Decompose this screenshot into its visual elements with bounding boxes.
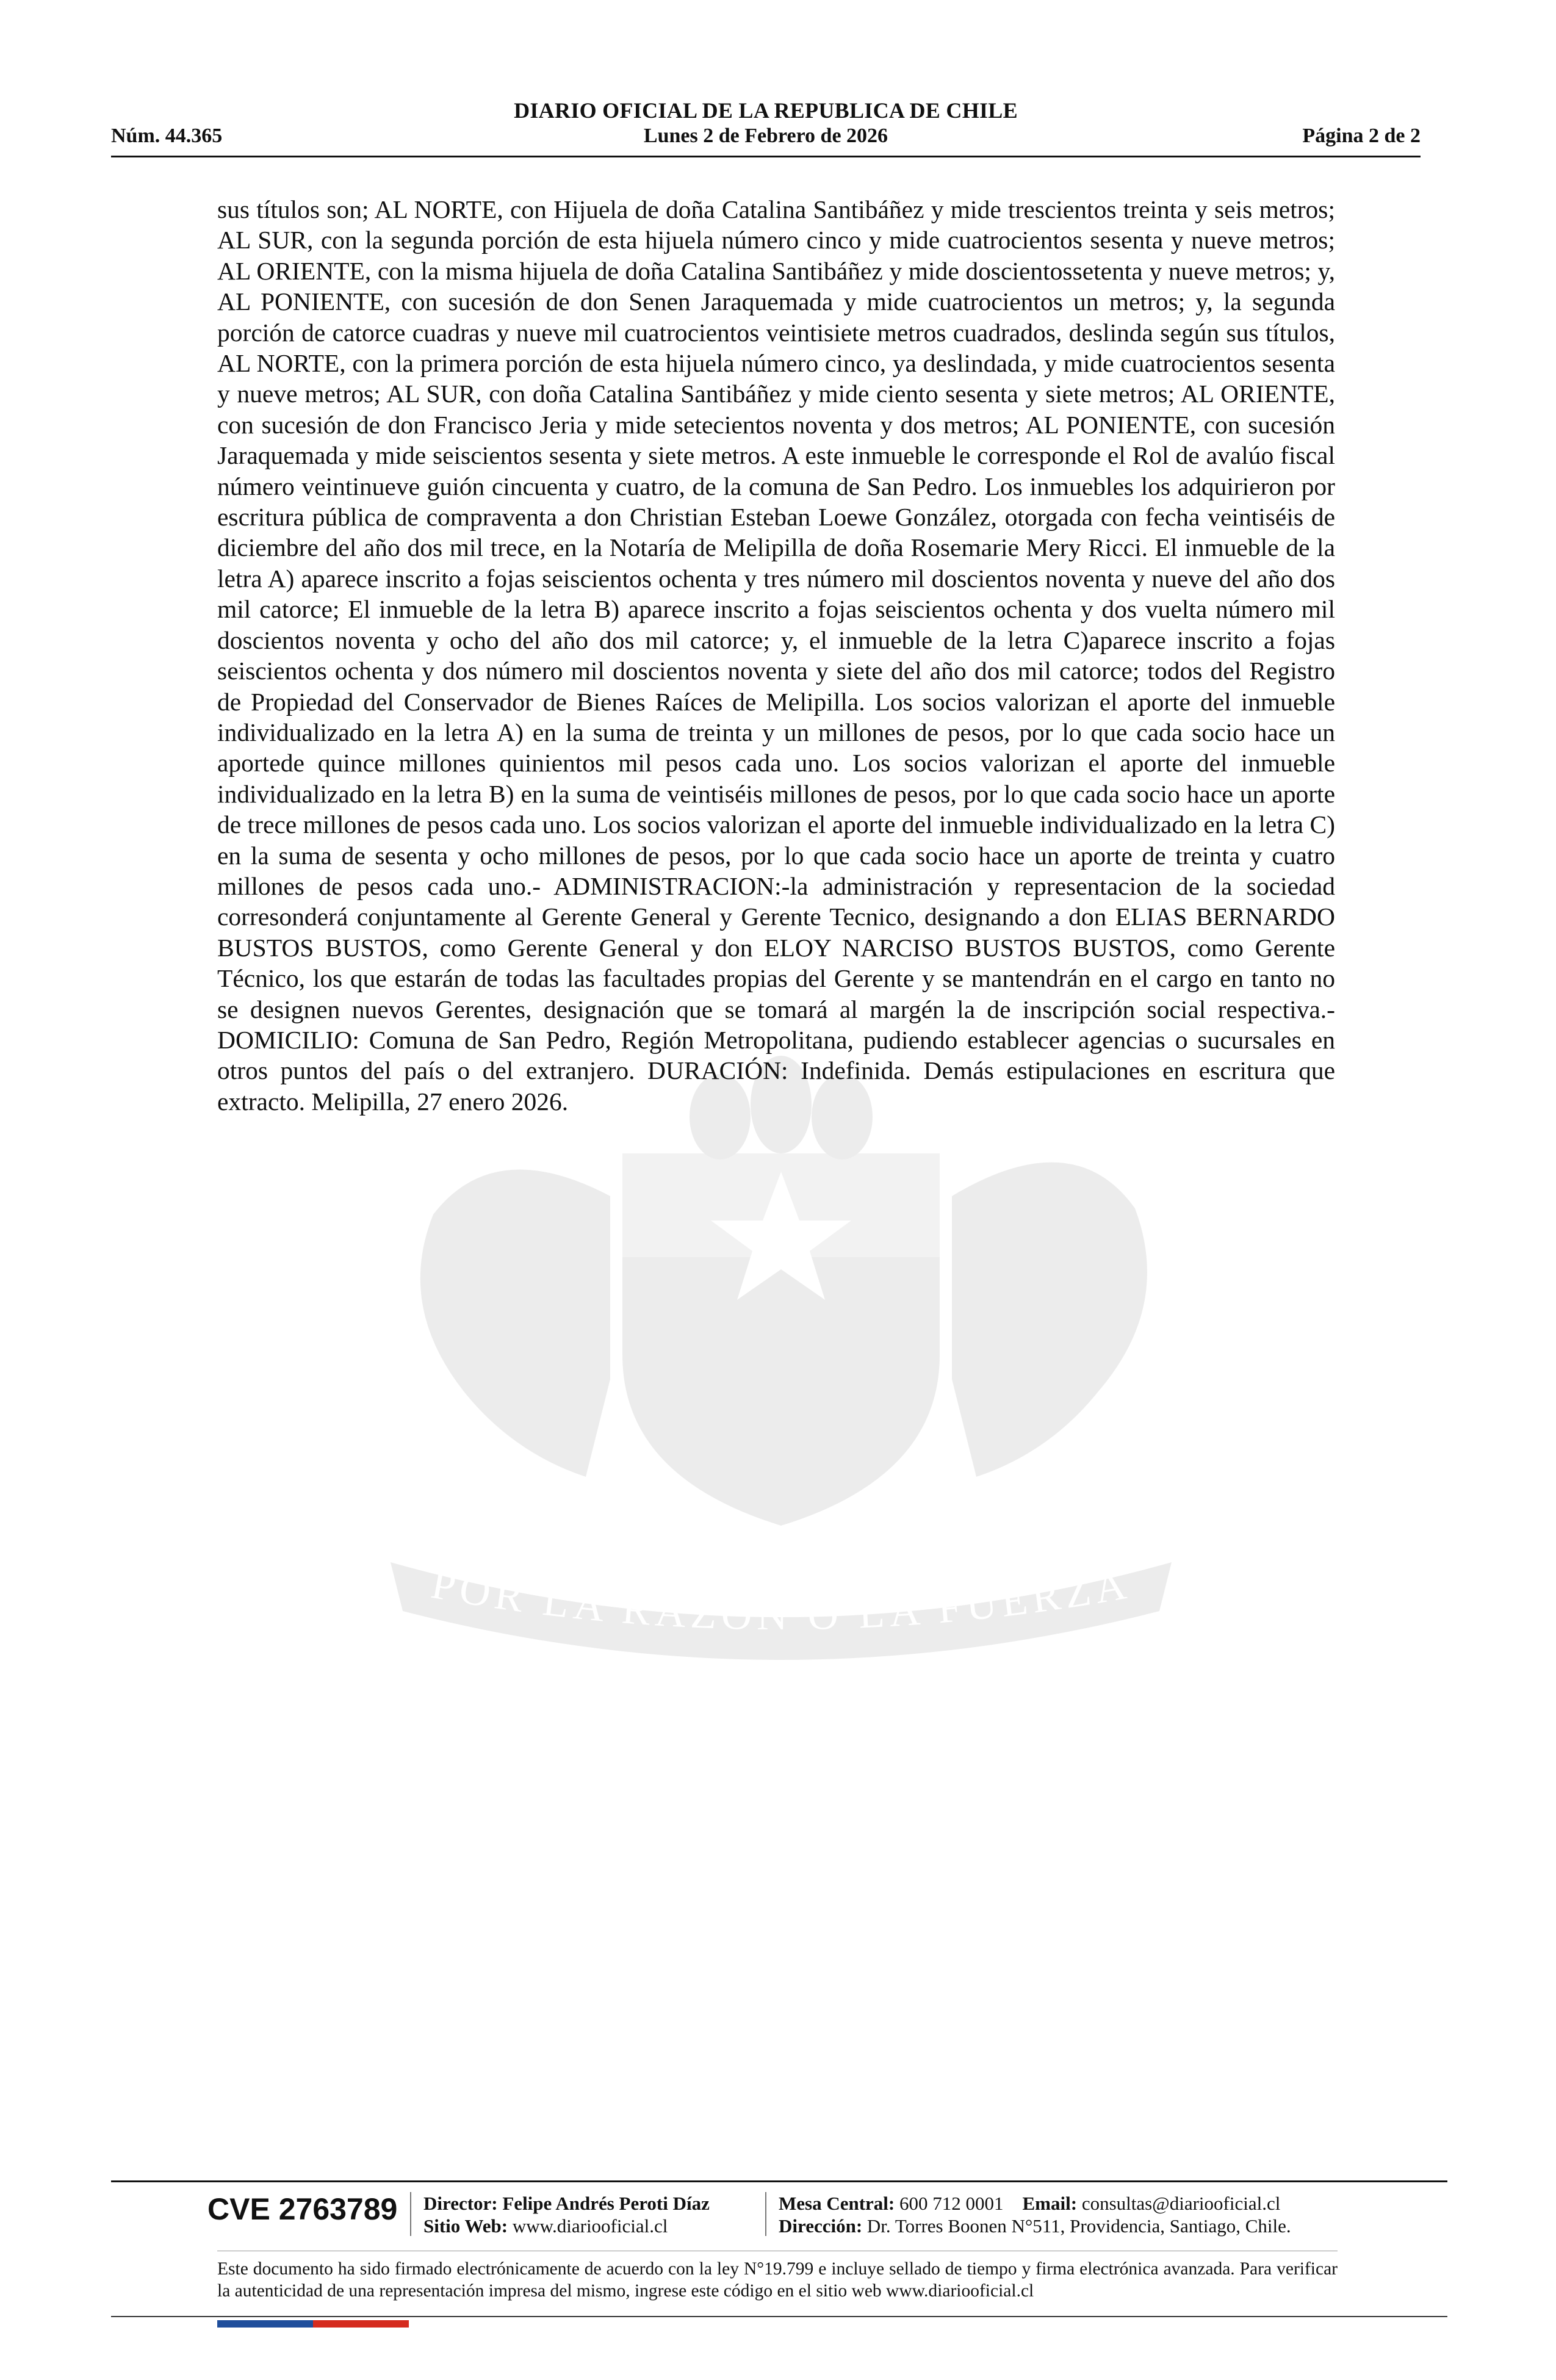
chile-flag-stripe (217, 2320, 409, 2328)
site-line (423, 2215, 710, 2237)
footer-separator (765, 2192, 766, 2236)
issue-number: Núm. 44.365 (111, 124, 223, 147)
footer-separator (410, 2192, 411, 2236)
signature-notice: Este documento ha sido firmado electrónicamente de acuerdo con la ley N°19.799 e incluye sellado de tiempo y firma electrónica avanzada. Para verificar la autenticidad de una representación impresa del mismo, ingrese este código en el sitio web www.diariooficial.cl (217, 2259, 1338, 2301)
phone-value: 600 712 0001 (899, 2193, 1004, 2214)
flag-red-segment (313, 2320, 409, 2328)
footer-divider-bottom (111, 2316, 1447, 2317)
motto-text: POR LA RAZON O LA FUERZA (428, 1560, 1134, 1640)
extract-body-text: sus títulos son; AL NORTE, con Hijuela de doña Catalina Santibáñez y mide trescientos treinta y seis metros; AL SUR, con la segunda porción de esta hijuela número cinco y mide cuatrocientos sesenta y nueve metros; AL ORIENTE, con la misma hijuela de doña Catalina Santibáñez y mide doscientossetenta y nueve metros; y, AL PONIENTE, con sucesión de don Senen Jaraquemada y mide cuatrocientos un metros; y, la segunda porción de catorce cuadras y nueve mil cuatrocientos veintisiete metros cuadrados, deslinda según sus títulos, AL NORTE, con la primera porción de esta hijuela número cinco, ya deslindada, y mide cuatrocientos sesenta y nueve metros; AL SUR, con doña Catalina Santibáñez y mide ciento sesenta y siete metros; AL ORIENTE, con sucesión de don Francisco Jeria y mide setecientos noventa y dos metros; AL PONIENTE, con sucesión Jaraquemada y mide seiscientos sesenta y siete metros. A este inmueble le corresponde el Rol de avalúo fiscal número veintinueve guión cincuenta y cuatro, de la comuna de San Pedro. Los inmuebles los adquirieron por escritura pública de compraventa a don Christian Esteban Loewe González, otorgada con fecha veintiséis de diciembre del año dos mil trece, en la Notaría de Melipilla de doña Rosemarie Mery Ricci. El inmueble de la letra A) aparece inscrito a fojas seiscientos ochenta y tres número mil doscientos noventa y nueve del año dos mil catorce; El inmueble de la letra B) aparece inscrito a fojas seiscientos ochenta y dos vuelta número mil doscientos noventa y ocho del año dos mil catorce; y, el inmueble de la letra C)aparece inscrito a fojas seiscientos ochenta y dos número mil doscientos noventa y siete del año dos mil catorce; todos del Registro de Propiedad del Conservador de Bienes Raíces de Melipilla. Los socios valorizan el aporte del inmueble individualizado en la letra A) en la suma de treinta y un millones de pesos, por lo que cada socio hace un aportede quince millones quinientos mil pesos cada uno. Los socios valorizan el aporte del inmueble individualizado en la letra B) en la suma de veintiséis millones de pesos, por lo que cada socio hace un aporte de trece millones de pesos cada uno. Los socios valorizan el aporte del inmueble individualizado en la letra C) en la suma de sesenta y ocho millones de pesos, por lo que cada socio hace un aporte de treinta y cuatro millones de pesos cada uno.- ADMINISTRACION:-la administración y representacion de la sociedad corresonderá conjuntamente al Gerente General y Gerente Tecnico, designando a don ELIAS BERNARDO BUSTOS BUSTOS, como Gerente General y don ELOY NARCISO BUSTOS BUSTOS, como Gerente Técnico, los que estarán de todas las facultades propias del Gerente y se mantendrán en el cargo en tanto no se designen nuevos Gerentes, designación que se tomará al margén la de inscripción social respectiva.- DOMICILIO: Comuna de San Pedro, Región Metropolitana, pudiendo establecer agencias o sucursales en otros puntos del país o del extranjero. DURACIÓN: Indefinida. Demás estipulaciones en escritura que extracto. Melipilla, 27 enero 2026. (217, 195, 1335, 1116)
header-divider (111, 156, 1421, 157)
page-header (111, 98, 1421, 159)
director-label: Director: (423, 2193, 498, 2214)
flag-blue-segment (217, 2320, 313, 2328)
page-indicator: Página 2 de 2 (1302, 124, 1421, 147)
footer-contact-block (779, 2192, 1291, 2237)
site-link[interactable]: www.diariooficial.cl (512, 2215, 668, 2237)
director-name: Felipe Andrés Peroti Díaz (502, 2193, 710, 2214)
director-line (423, 2192, 710, 2215)
newspaper-title: DIARIO OFICIAL DE LA REPUBLICA DE CHILE (514, 98, 1018, 123)
email-label: Email: (1022, 2193, 1078, 2214)
issue-date: Lunes 2 de Febrero de 2026 (643, 124, 888, 147)
phone-label: Mesa Central: (779, 2193, 895, 2214)
site-label: Sitio Web: (423, 2215, 508, 2237)
cve-code: CVE 2763789 (207, 2192, 398, 2226)
footer-divider-top (111, 2180, 1447, 2182)
address-value: Dr. Torres Boonen N°511, Providencia, Santiago, Chile. (866, 2215, 1291, 2237)
email-link[interactable]: consultas@diariooficial.cl (1081, 2193, 1281, 2214)
address-line (779, 2215, 1291, 2237)
phone-email-line (779, 2192, 1291, 2215)
address-label: Dirección: (779, 2215, 863, 2237)
footer-director-block (423, 2192, 710, 2237)
